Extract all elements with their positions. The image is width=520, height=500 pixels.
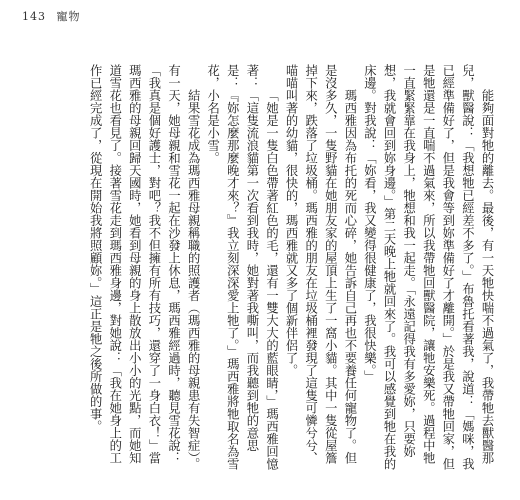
paragraph: 瑪西雅因為布托的死而心碎，她告訴自己再也不要養任何寵物了。但是沒多久，一隻野貓在她朋友家的屋頂上生了一窩小貓。其中一隻從屋簷掉下來，跌落了垃圾桶。瑪西雅的朋友在垃圾桶裡發現了這隻可憐兮兮、喵喵叫著的幼貓，很快的，瑪西雅就又多了個新伴侶了。 [284, 64, 357, 464]
paragraph: 結果雪花成為瑪西雅母親稱職的照護者（瑪西雅的母親患有失智症）。有一天，她母親和雪花一起在沙發上休息，瑪西雅經過時，聽見雪花說：「我真是個好護士，對吧？我不但擁有所有技巧，還穿了一身白衣！」當瑪西雅的母親回歸天國時，她看到母親的身上散放出小小的光點，而她知道雪花也看見了。接著雪花走到瑪西雅身邊，對她說：「我在她身上的工作已經完成了，從現在開始我將照顧妳。」這正是牠之後所做的事。 [88, 64, 201, 470]
page-number: 143 [22, 10, 46, 23]
vertical-body-text [24, 64, 496, 474]
paragraph: 能夠面對牠的離去。最後，有一天牠快喘不過氣了，我帶牠去獸醫那兒，獸醫說：「我想牠已經差不多了。」布魯托看著我，說道：「媽咪，我已經準備好了，但是我會等到妳準備好了才離開。」於是我又帶牠回家，但是牠還是一直喘不過氣來，所以我帶牠回獸醫院，讓牠安樂死。過程中牠一直緊緊靠在我身上，牠想和我一起走。「永遠記得我有多愛妳，只要妳想，我就會回到妳身邊。」第二天晚上牠就回來了。我可以感覺到牠在我的床邊。對我說：「妳看，我又變得很健康了，我很快樂。」 [362, 64, 494, 471]
paragraph: 「她是一隻白色帶著紅色的毛，還有一雙大大的藍眼睛，」瑪西雅回憶著：「這隻流浪貓第一次看到我時，她對著我嘶叫，而我聽到牠的意思是：『妳怎麼那麼晚才來？』我立刻深深愛上牠了。」瑪西雅將牠取名為雪花，小名是小雪。 [205, 64, 279, 471]
page-header [22, 8, 81, 24]
running-title: 寵物 [56, 10, 81, 23]
